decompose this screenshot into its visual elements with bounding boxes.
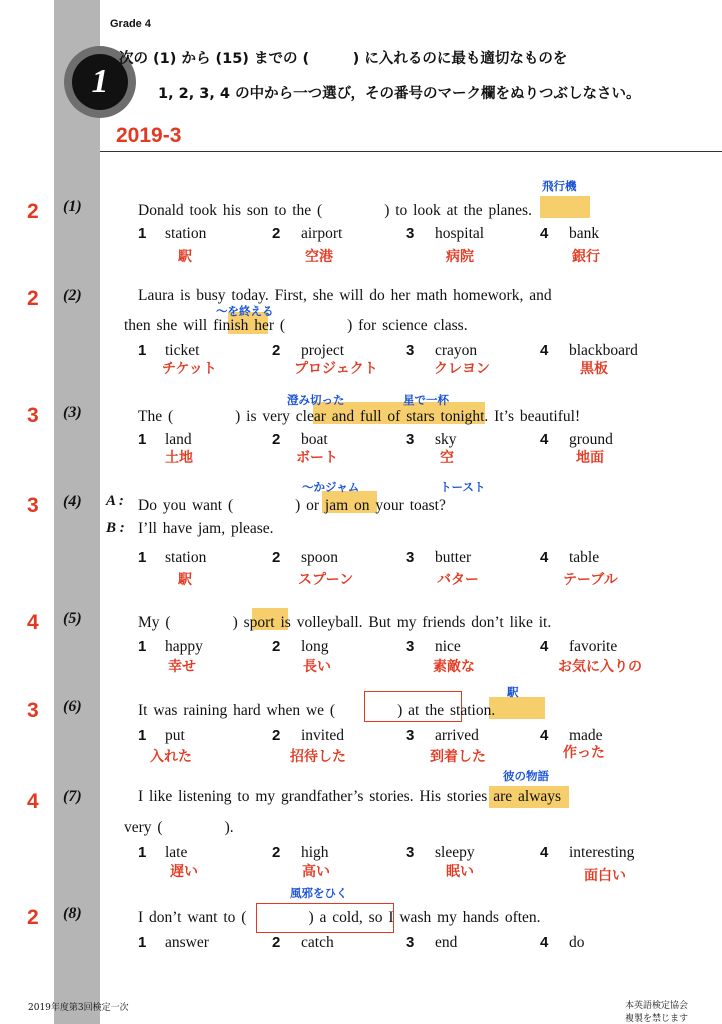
choice-translation: 入れた bbox=[150, 749, 192, 765]
choice-translation: 面白い bbox=[584, 868, 626, 884]
question-text: Donald took his son to the ( ) to look at the planes. bbox=[138, 202, 532, 219]
score-q3: 3 bbox=[27, 404, 39, 427]
choice-text: blackboard bbox=[569, 342, 638, 359]
choice-translation: 遅い bbox=[170, 864, 198, 880]
question-number: (7) bbox=[63, 788, 82, 805]
choice-text: butter bbox=[435, 549, 472, 566]
choice-translation: クレヨン bbox=[434, 361, 490, 377]
question-number: (3) bbox=[63, 404, 82, 421]
choice-translation: ボート bbox=[296, 450, 338, 466]
choice-number: 4 bbox=[540, 431, 549, 448]
choice-number: 2 bbox=[272, 431, 281, 448]
choice-number: 2 bbox=[272, 934, 281, 951]
question-text: The ( ) is very clear and full of stars tonight. It’s beautiful! bbox=[138, 408, 581, 425]
choice-text: sky bbox=[435, 431, 457, 448]
note-catch-a-cold: 風邪をひく bbox=[290, 886, 348, 900]
note-clear: 澄み切った bbox=[287, 393, 345, 407]
note-finish: 〜を終える bbox=[216, 304, 274, 318]
choice-translation: バター bbox=[437, 572, 479, 588]
choice-number: 3 bbox=[406, 638, 415, 655]
choice-number: 1 bbox=[138, 431, 147, 448]
score-q4: 3 bbox=[27, 494, 39, 517]
choice-text: spoon bbox=[301, 549, 339, 566]
choice-number: 3 bbox=[406, 727, 415, 744]
footer-right-1: 本英語検定協会 bbox=[625, 1001, 689, 1011]
choice-number: 1 bbox=[138, 225, 147, 242]
choice-number: 4 bbox=[540, 934, 549, 951]
choice-translation: 銀行 bbox=[572, 249, 600, 265]
choice-text: happy bbox=[165, 638, 203, 655]
choice-text: station bbox=[165, 225, 207, 242]
choice-text: nice bbox=[435, 638, 461, 655]
choice-number: 2 bbox=[272, 225, 281, 242]
choice-translation: 素敵な bbox=[433, 659, 475, 675]
score-q5: 4 bbox=[27, 611, 39, 634]
choice-number: 1 bbox=[138, 934, 147, 951]
choice-text: catch bbox=[301, 934, 334, 951]
choice-translation: プロジェクト bbox=[294, 361, 378, 377]
choice-translation: 眠い bbox=[446, 864, 474, 880]
question-text: Do you want ( ) or jam on your toast? bbox=[138, 497, 446, 514]
choice-translation: お気に入りの bbox=[558, 659, 642, 675]
choice-text: long bbox=[301, 638, 329, 655]
choice-translation: テーブル bbox=[563, 572, 618, 588]
choice-text: station bbox=[165, 549, 207, 566]
score-q8: 2 bbox=[27, 906, 39, 929]
question-text: then she will finish her ( ) for science class. bbox=[124, 317, 468, 334]
choice-number: 2 bbox=[272, 549, 281, 566]
question-text: I don’t want to ( ) a cold, so I wash my hands often. bbox=[138, 909, 541, 926]
question-text: Laura is busy today. First, she will do her math homework, and bbox=[138, 287, 552, 304]
choice-text: table bbox=[569, 549, 600, 566]
question-text: My ( ) sport is volleyball. But my friends don’t like it. bbox=[138, 614, 552, 631]
choice-text: hospital bbox=[435, 225, 485, 242]
footer-right-2: 複製を禁じます bbox=[625, 1014, 689, 1024]
choice-number: 4 bbox=[540, 342, 549, 359]
choice-number: 3 bbox=[406, 225, 415, 242]
choice-number: 3 bbox=[406, 844, 415, 861]
choice-number: 2 bbox=[272, 638, 281, 655]
choice-number: 2 bbox=[272, 342, 281, 359]
instruction-line-1: 次の (1) から (15) までの ( ) に入れるのに最も適切なものを bbox=[119, 51, 568, 67]
choice-number: 1 bbox=[138, 638, 147, 655]
choice-number: 3 bbox=[406, 934, 415, 951]
choice-number: 4 bbox=[540, 549, 549, 566]
choice-text: answer bbox=[165, 934, 209, 951]
header-rule bbox=[100, 151, 722, 152]
choice-translation: 病院 bbox=[446, 249, 474, 265]
choice-text: airport bbox=[301, 225, 343, 242]
score-q7: 4 bbox=[27, 790, 39, 813]
choice-number: 4 bbox=[540, 844, 549, 861]
choice-translation: スプーン bbox=[298, 572, 354, 588]
note-or-jam: 〜かジャム bbox=[302, 480, 360, 494]
choice-number: 1 bbox=[138, 549, 147, 566]
choice-text: put bbox=[165, 727, 185, 744]
choice-number: 1 bbox=[138, 342, 147, 359]
choice-number: 4 bbox=[540, 225, 549, 242]
choice-text: high bbox=[301, 844, 329, 861]
choice-text: ticket bbox=[165, 342, 200, 359]
choice-number: 4 bbox=[540, 727, 549, 744]
speaker-b: B : bbox=[106, 520, 125, 536]
choice-translation: 駅 bbox=[178, 249, 192, 265]
choice-number: 1 bbox=[138, 844, 147, 861]
choice-text: favorite bbox=[569, 638, 618, 655]
choice-text: do bbox=[569, 934, 585, 951]
instruction-line-2: 1, 2, 3, 4 の中から一つ選び，その番号のマーク欄をぬりつぶしなさい。 bbox=[158, 86, 641, 102]
question-text: very ( ). bbox=[124, 819, 234, 836]
question-number: (8) bbox=[63, 905, 82, 922]
choice-text: land bbox=[165, 431, 192, 448]
choice-translation: 作った bbox=[563, 745, 605, 761]
choice-translation: 招待した bbox=[290, 749, 346, 765]
question-text: It was raining hard when we ( ) at the station. bbox=[138, 702, 496, 719]
choice-text: late bbox=[165, 844, 188, 861]
note-full-of-stars: 星で一杯 bbox=[403, 393, 449, 407]
choice-text: interesting bbox=[569, 844, 635, 861]
choice-number: 1 bbox=[138, 727, 147, 744]
choice-translation: 到着した bbox=[430, 749, 486, 765]
choice-text: bank bbox=[569, 225, 600, 242]
question-number: (6) bbox=[63, 698, 82, 715]
choice-translation: 空 bbox=[440, 450, 454, 466]
choice-number: 3 bbox=[406, 342, 415, 359]
left-margin-bar bbox=[54, 0, 100, 1024]
choice-number: 3 bbox=[406, 549, 415, 566]
score-q2: 2 bbox=[27, 287, 39, 310]
choice-text: end bbox=[435, 934, 458, 951]
score-q6: 3 bbox=[27, 699, 39, 722]
score-q1: 2 bbox=[27, 200, 39, 223]
choice-translation: 地面 bbox=[576, 450, 604, 466]
question-number: (5) bbox=[63, 610, 82, 627]
choice-text: sleepy bbox=[435, 844, 475, 861]
question-number: (1) bbox=[63, 198, 82, 215]
choice-text: boat bbox=[301, 431, 328, 448]
exam-year: 2019-3 bbox=[116, 124, 182, 147]
choice-text: made bbox=[569, 727, 603, 744]
choice-translation: 駅 bbox=[178, 572, 192, 588]
choice-translation: 幸せ bbox=[168, 659, 196, 675]
choice-translation: 黒板 bbox=[580, 361, 608, 377]
question-number: (4) bbox=[63, 493, 82, 510]
question-text: I’ll have jam, please. bbox=[138, 520, 274, 537]
choice-number: 3 bbox=[406, 431, 415, 448]
speaker-a: A : bbox=[106, 493, 124, 509]
footer-left: 2019年度第3回検定一次 bbox=[28, 1003, 129, 1013]
choice-translation: 長い bbox=[303, 659, 331, 675]
question-number: (2) bbox=[63, 287, 82, 304]
choice-number: 2 bbox=[272, 727, 281, 744]
highlight-planes bbox=[540, 196, 590, 218]
choice-translation: 土地 bbox=[165, 450, 193, 466]
choice-number: 2 bbox=[272, 844, 281, 861]
note-airplane: 飛行機 bbox=[542, 179, 577, 193]
choice-text: crayon bbox=[435, 342, 478, 359]
section-number: 1 bbox=[72, 54, 128, 110]
grade-label: Grade 4 bbox=[110, 18, 151, 30]
note-station: 駅 bbox=[507, 685, 519, 699]
choice-text: arrived bbox=[435, 727, 479, 744]
choice-number: 4 bbox=[540, 638, 549, 655]
note-toast: トースト bbox=[440, 480, 486, 494]
choice-translation: 高い bbox=[302, 864, 330, 880]
choice-text: project bbox=[301, 342, 345, 359]
note-his-stories: 彼の物語 bbox=[503, 769, 549, 783]
highlight-station bbox=[489, 697, 545, 719]
question-text: I like listening to my grandfather’s stories. His stories are always bbox=[138, 788, 562, 805]
choice-text: ground bbox=[569, 431, 613, 448]
choice-translation: 空港 bbox=[305, 249, 333, 265]
choice-text: invited bbox=[301, 727, 345, 744]
choice-translation: チケット bbox=[162, 361, 217, 377]
